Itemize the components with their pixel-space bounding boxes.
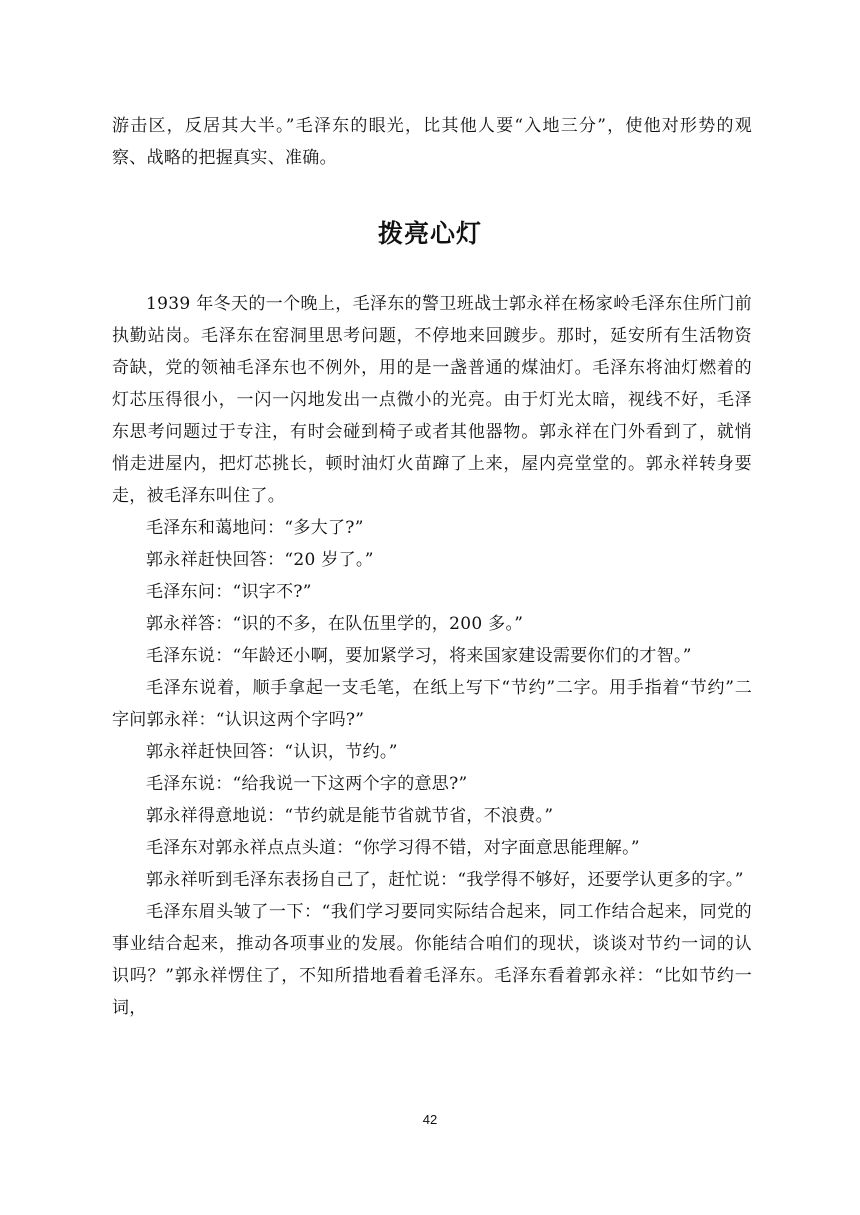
story-body [112, 288, 752, 1024]
continued-paragraph-block [112, 110, 752, 174]
paragraph: 毛泽东说：“年龄还小啊，要加紧学习，将来国家建设需要你们的才智。” [146, 646, 692, 666]
paragraph: 毛泽东说：“给我说一下这两个字的意思?” [146, 774, 468, 794]
paragraph: 毛泽东和蔼地问：“多大了?” [146, 518, 364, 538]
paragraph: 郭永祥得意地说：“节约就是能节省就节省，不浪费。” [146, 806, 554, 826]
paragraph: 毛泽东问：“识字不?” [146, 582, 312, 602]
paragraph: 郭永祥答：“识的不多，在队伍里学的，200 多。” [146, 614, 524, 634]
section-title: 拨亮心灯 [377, 219, 482, 248]
continued-paragraph: 游击区，反居其大半。”毛泽东的眼光，比其他人要“入地三分”，使他对形势的观察、战略的把握真实、准确。 [112, 116, 752, 168]
paragraph: 1939 年冬天的一个晚上，毛泽东的警卫班战士郭永祥在杨家岭毛泽东住所门前执勤站岗。毛泽东在窑洞里思考问题，不停地来回踱步。那时，延安所有生活物资奇缺，党的领袖毛泽东也不例外，用的是一盏普通的煤油灯。毛泽东将油灯燃着的灯芯压得很小，一闪一闪地发出一点微小的光亮。由于灯光太暗，视线不好，毛泽东思考问题过于专注，有时会碰到椅子或者其他器物。郭永祥在门外看到了，就悄悄走进屋内，把灯芯挑长，顿时油灯火苗蹿了上来，屋内亮堂堂的。郭永祥转身要走，被毛泽东叫住了。 [112, 294, 752, 506]
page-number: 42 [422, 1112, 438, 1127]
paragraph: 郭永祥赶快回答：“认识，节约。” [146, 742, 398, 762]
paragraph: 毛泽东说着，顺手拿起一支毛笔，在纸上写下“节约”二字。用手指着“节约”二字问郭永祥：“认识这两个字吗?” [112, 678, 752, 730]
paragraph: 郭永祥赶快回答：“20 岁了。” [146, 550, 374, 570]
paragraph: 毛泽东对郭永祥点点头道：“你学习得不错，对字面意思能理解。” [146, 838, 640, 858]
paragraph: 郭永祥听到毛泽东表扬自己了，赶忙说：“我学得不够好，还要学认更多的字。” [146, 870, 744, 890]
paragraph: 毛泽东眉头皱了一下：“我们学习要同实际结合起来，同工作结合起来，同党的事业结合起来，推动各项事业的发展。你能结合咱们的现状，谈谈对节约一词的认识吗？”郭永祥愣住了，不知所措地看着毛泽东。毛泽东看着郭永祥：“比如节约一词， [112, 902, 752, 1018]
